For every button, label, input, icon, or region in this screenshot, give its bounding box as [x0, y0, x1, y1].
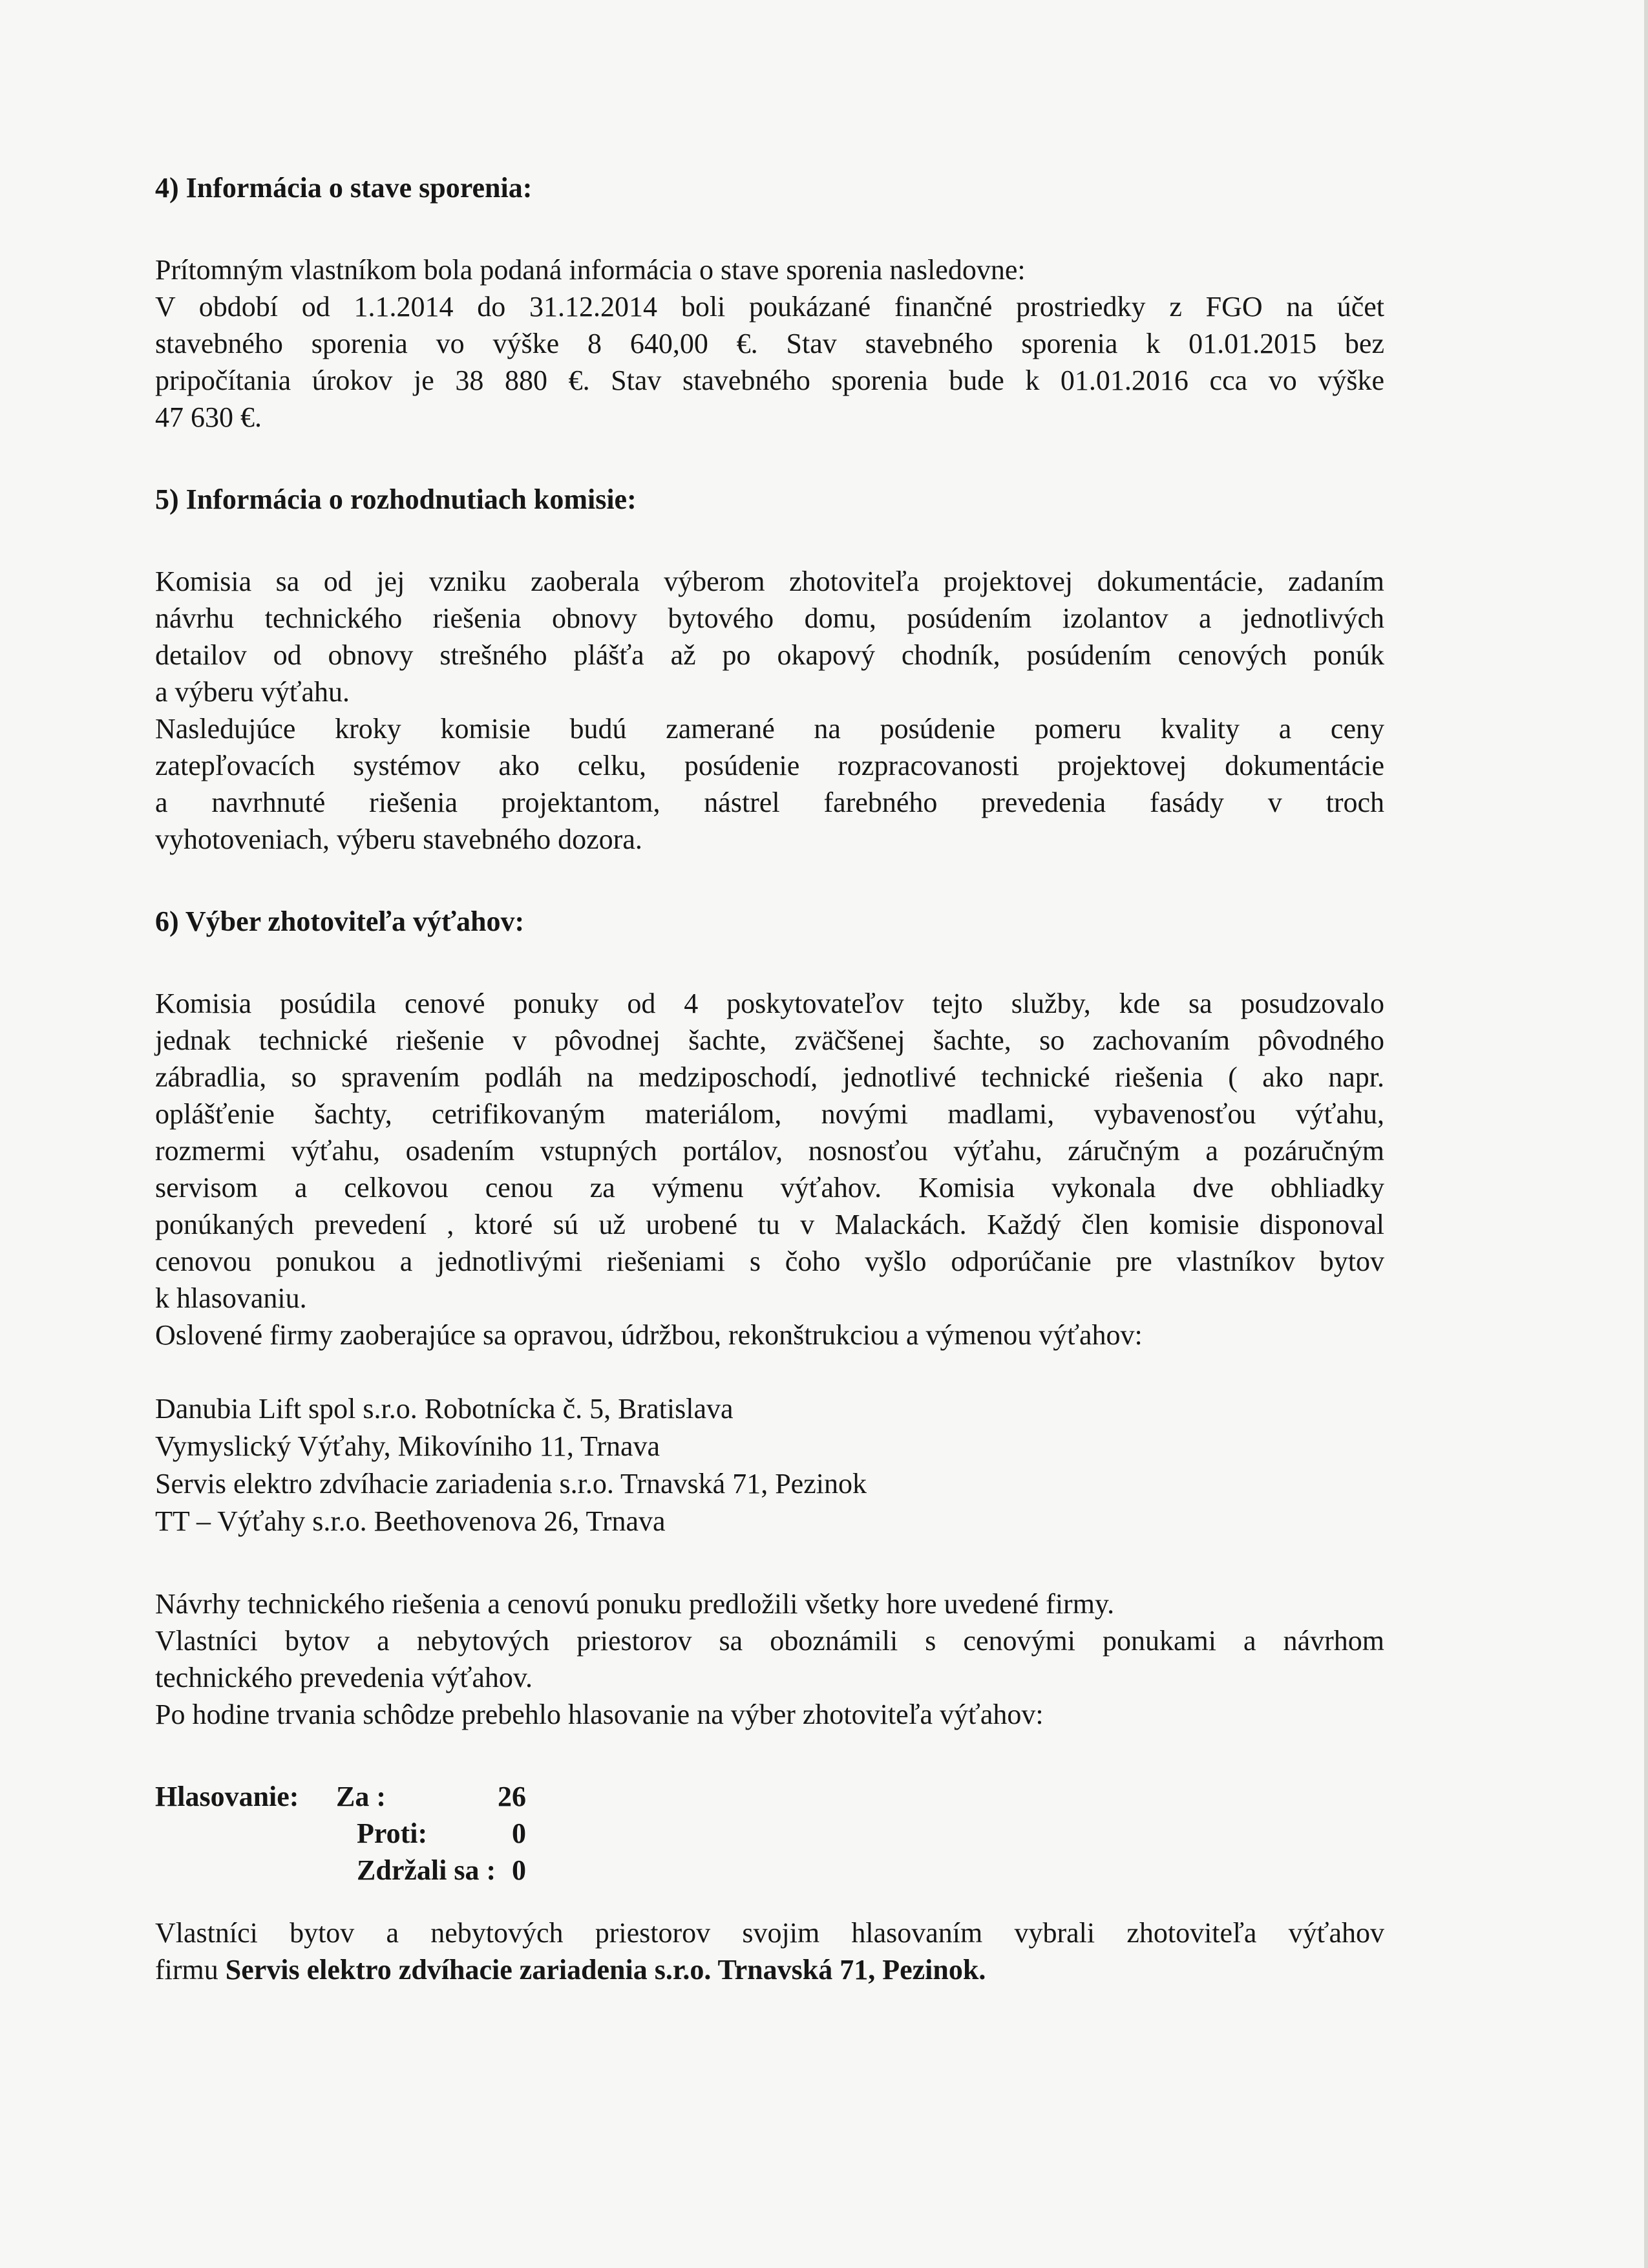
- text-line: [155, 1951, 1384, 1988]
- text-line: cenovou ponukou a jednotlivými riešeniami s čoho vyšlo odporúčanie pre vlastníkov bytov: [155, 1245, 1384, 1277]
- text-line: servisom a celkovou cenou za výmenu výťahov. Komisia vykonala dve obhliadky: [155, 1172, 1384, 1203]
- section-6-paragraph: [155, 985, 1384, 1317]
- owners-informed-paragraph: [155, 1622, 1384, 1696]
- section-6-firms-intro: Oslovené firmy zaoberajúce sa opravou, údržbou, rekonštrukciou a výmenou výťahov:: [155, 1319, 1143, 1351]
- text-line: zatepľovacích systémov ako celku, posúdenie rozpracovanosti projektovej dokumentácie: [155, 750, 1384, 781]
- vote-proti-label: Proti:: [357, 1818, 428, 1849]
- text-line: detailov od obnovy strešného plášťa až po okapový chodník, posúdením cenových ponúk: [155, 639, 1384, 671]
- text-line: Komisia sa od jej vzniku zaoberala výberom zhotoviteľa projektovej dokumentácie, zadaním: [155, 566, 1384, 597]
- text-line: a výberu výťahu.: [155, 676, 350, 708]
- offers-submitted-text: Návrhy technického riešenia a cenovú ponuku predložili všetky hore uvedené firmy.: [155, 1588, 1115, 1620]
- vote-za-label: Za :: [336, 1781, 386, 1812]
- section-4-heading: 4) Informácia o stave sporenia:: [155, 172, 533, 204]
- text-line: jednak technické riešenie v pôvodnej šachte, zväčšenej šachte, so zachovaním pôvodného: [155, 1024, 1384, 1056]
- firm-list: [155, 1390, 1384, 1540]
- conclusion-paragraph: [155, 1914, 1384, 1988]
- text-line: oplášťenie šachty, cetrifikovaným materiálom, novými madlami, vybavenosťou výťahu,: [155, 1098, 1384, 1130]
- firm-item: Vymyslický Výťahy, Mikovíniho 11, Trnava: [155, 1430, 660, 1462]
- vote-proti-value: 0: [512, 1818, 526, 1849]
- document-body: [155, 169, 1384, 1988]
- section-5-heading: 5) Informácia o rozhodnutiach komisie:: [155, 483, 637, 515]
- text-line: stavebného sporenia vo výške 8 640,00 €. Stav stavebného sporenia k 01.01.2015 bez: [155, 328, 1384, 359]
- selected-contractor: Servis elektro zdvíhacie zariadenia s.r.o. Trnavská 71, Pezinok.: [225, 1954, 986, 1986]
- text-line: Komisia posúdila cenové ponuky od 4 poskytovateľov tejto služby, kde sa posudzovalo: [155, 988, 1384, 1019]
- vote-title: Hlasovanie:: [155, 1781, 299, 1812]
- text-line: 47 630 €.: [155, 401, 262, 433]
- section-4-intro: Prítomným vlastníkom bola podaná informácia o stave sporenia nasledovne:: [155, 254, 1026, 286]
- voting-intro-text: Po hodine trvania schôdze prebehlo hlasovanie na výber zhotoviteľa výťahov:: [155, 1699, 1044, 1730]
- vote-zdrzali-value: 0: [512, 1854, 526, 1886]
- firm-item: TT – Výťahy s.r.o. Beethovenova 26, Trnava: [155, 1505, 666, 1537]
- conclusion-prefix: firmu: [155, 1954, 218, 1986]
- section-4-paragraph: [155, 288, 1384, 436]
- firm-item: Servis elektro zdvíhacie zariadenia s.r.o. Trnavská 71, Pezinok: [155, 1468, 867, 1500]
- text-line: V období od 1.1.2014 do 31.12.2014 boli poukázané finančné prostriedky z FGO na účet: [155, 291, 1384, 323]
- text-line: vyhotoveniach, výberu stavebného dozora.: [155, 823, 642, 855]
- page-edge: [1644, 0, 1648, 2268]
- section-6-heading: 6) Výber zhotoviteľa výťahov:: [155, 906, 525, 937]
- text-line: zábradlia, so spravením podláh na medziposchodí, jednotlivé technické riešenia ( ako napr.: [155, 1061, 1384, 1093]
- text-line: Vlastníci bytov a nebytových priestorov svojim hlasovaním vybrali zhotoviteľa výťahov: [155, 1917, 1384, 1949]
- text-line: rozmermi výťahu, osadením vstupných portálov, nosnosťou výťahu, záručným a pozáručným: [155, 1135, 1384, 1167]
- section-5-paragraph-1: [155, 563, 1384, 710]
- text-line: návrhu technického riešenia obnovy bytového domu, posúdením izolantov a jednotlivých: [155, 602, 1384, 634]
- text-line: pripočítania úrokov je 38 880 €. Stav stavebného sporenia bude k 01.01.2016 cca vo výške: [155, 365, 1384, 396]
- firm-item: Danubia Lift spol s.r.o. Robotnícka č. 5, Bratislava: [155, 1393, 734, 1425]
- text-line: Vlastníci bytov a nebytových priestorov sa oboznámili s cenovými ponukami a návrhom: [155, 1625, 1384, 1657]
- section-5-paragraph-2: [155, 710, 1384, 858]
- voting-results: [155, 1778, 1384, 1889]
- text-line: technického prevedenia výťahov.: [155, 1662, 533, 1693]
- text-line: k hlasovaniu.: [155, 1282, 307, 1314]
- text-line: Nasledujúce kroky komisie budú zamerané na posúdenie pomeru kvality a ceny: [155, 713, 1384, 745]
- vote-za-value: 26: [498, 1781, 526, 1812]
- text-line: ponúkaných prevedení , ktoré sú už urobené tu v Malackách. Každý člen komisie disponoval: [155, 1209, 1384, 1240]
- text-line: a navrhnuté riešenia projektantom, nástrel farebného prevedenia fasády v troch: [155, 787, 1384, 818]
- vote-zdrzali-label: Zdržali sa :: [357, 1854, 496, 1886]
